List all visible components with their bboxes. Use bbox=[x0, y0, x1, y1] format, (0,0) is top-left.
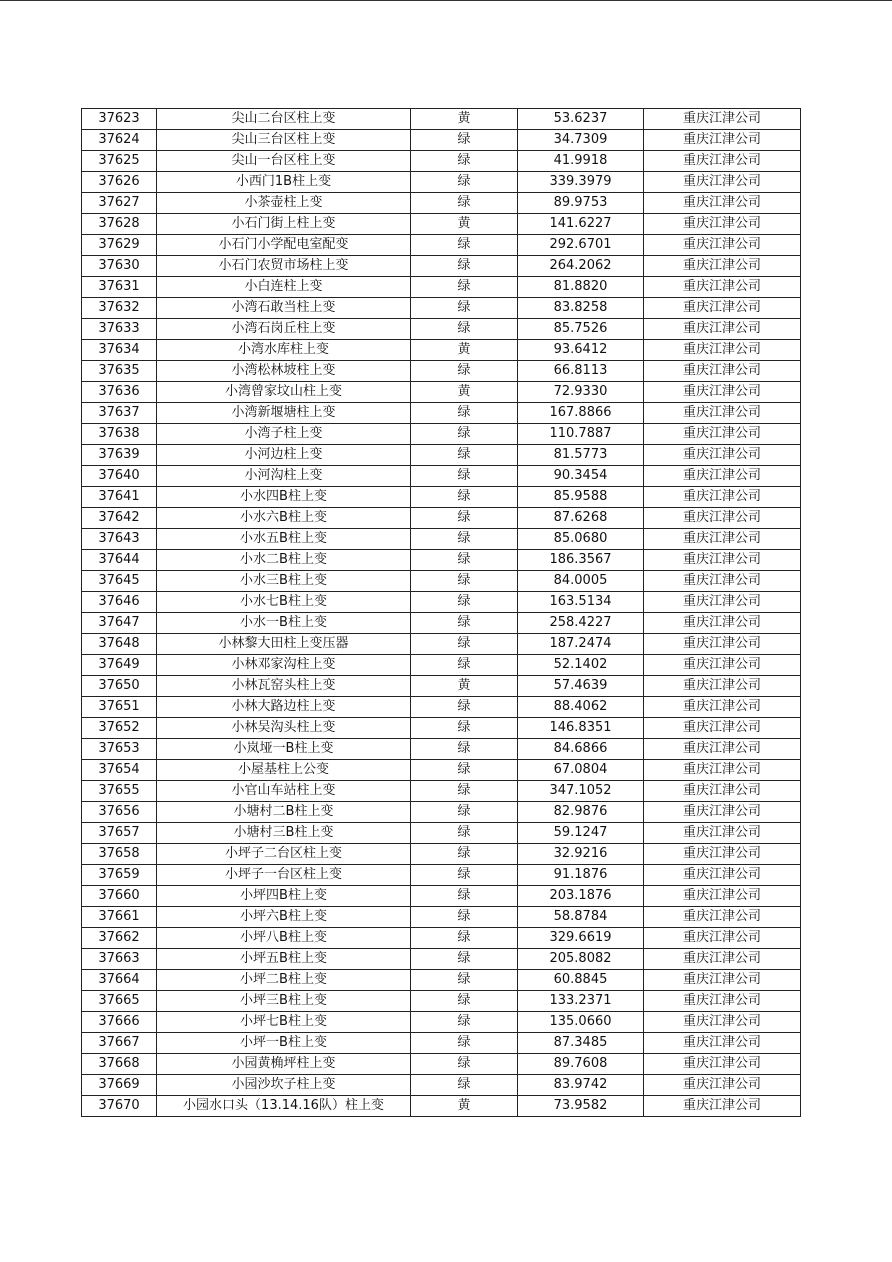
cell-value: 85.7526 bbox=[518, 319, 644, 340]
cell-id: 37652 bbox=[82, 718, 157, 739]
cell-name: 小水六B柱上变 bbox=[157, 508, 411, 529]
cell-company: 重庆江津公司 bbox=[644, 235, 801, 256]
cell-company: 重庆江津公司 bbox=[644, 130, 801, 151]
cell-name: 小湾曾家坟山柱上变 bbox=[157, 382, 411, 403]
cell-value: 264.2062 bbox=[518, 256, 644, 277]
cell-name: 小园水口头（13.14.16队）柱上变 bbox=[157, 1096, 411, 1117]
cell-id: 37640 bbox=[82, 466, 157, 487]
cell-id: 37657 bbox=[82, 823, 157, 844]
table-row bbox=[82, 739, 801, 760]
cell-company: 重庆江津公司 bbox=[644, 319, 801, 340]
cell-company: 重庆江津公司 bbox=[644, 193, 801, 214]
cell-name: 小水二B柱上变 bbox=[157, 550, 411, 571]
cell-company: 重庆江津公司 bbox=[644, 508, 801, 529]
cell-id: 37623 bbox=[82, 109, 157, 130]
table-row bbox=[82, 844, 801, 865]
cell-id: 37638 bbox=[82, 424, 157, 445]
cell-id: 37649 bbox=[82, 655, 157, 676]
cell-color-status: 绿 bbox=[411, 634, 518, 655]
cell-color-status: 绿 bbox=[411, 718, 518, 739]
cell-color-status: 绿 bbox=[411, 277, 518, 298]
cell-company: 重庆江津公司 bbox=[644, 949, 801, 970]
table-row bbox=[82, 802, 801, 823]
cell-color-status: 黄 bbox=[411, 340, 518, 361]
cell-company: 重庆江津公司 bbox=[644, 1096, 801, 1117]
cell-id: 37629 bbox=[82, 235, 157, 256]
cell-name: 小湾水库柱上变 bbox=[157, 340, 411, 361]
table-body bbox=[82, 109, 801, 1117]
table-row bbox=[82, 697, 801, 718]
table-row bbox=[82, 214, 801, 235]
cell-id: 37655 bbox=[82, 781, 157, 802]
cell-value: 60.8845 bbox=[518, 970, 644, 991]
table-row bbox=[82, 172, 801, 193]
cell-name: 小西门1B柱上变 bbox=[157, 172, 411, 193]
cell-name: 小坪子一台区柱上变 bbox=[157, 865, 411, 886]
cell-id: 37653 bbox=[82, 739, 157, 760]
cell-color-status: 绿 bbox=[411, 823, 518, 844]
cell-name: 尖山二台区柱上变 bbox=[157, 109, 411, 130]
cell-value: 67.0804 bbox=[518, 760, 644, 781]
cell-name: 尖山一台区柱上变 bbox=[157, 151, 411, 172]
cell-value: 93.6412 bbox=[518, 340, 644, 361]
table-row bbox=[82, 970, 801, 991]
table-row bbox=[82, 529, 801, 550]
cell-id: 37663 bbox=[82, 949, 157, 970]
cell-color-status: 黄 bbox=[411, 382, 518, 403]
cell-value: 87.6268 bbox=[518, 508, 644, 529]
cell-value: 83.9742 bbox=[518, 1075, 644, 1096]
cell-value: 87.3485 bbox=[518, 1033, 644, 1054]
cell-color-status: 绿 bbox=[411, 298, 518, 319]
cell-name: 小坪子二台区柱上变 bbox=[157, 844, 411, 865]
cell-name: 小坪一B柱上变 bbox=[157, 1033, 411, 1054]
cell-id: 37645 bbox=[82, 571, 157, 592]
table-row bbox=[82, 298, 801, 319]
cell-name: 小坪四B柱上变 bbox=[157, 886, 411, 907]
table-row bbox=[82, 109, 801, 130]
cell-value: 85.0680 bbox=[518, 529, 644, 550]
table-row bbox=[82, 823, 801, 844]
cell-value: 82.9876 bbox=[518, 802, 644, 823]
cell-id: 37627 bbox=[82, 193, 157, 214]
cell-name: 小水七B柱上变 bbox=[157, 592, 411, 613]
cell-company: 重庆江津公司 bbox=[644, 172, 801, 193]
cell-name: 小林黎大田柱上变压器 bbox=[157, 634, 411, 655]
cell-company: 重庆江津公司 bbox=[644, 697, 801, 718]
cell-color-status: 绿 bbox=[411, 802, 518, 823]
cell-company: 重庆江津公司 bbox=[644, 739, 801, 760]
cell-id: 37654 bbox=[82, 760, 157, 781]
cell-id: 37659 bbox=[82, 865, 157, 886]
cell-id: 37656 bbox=[82, 802, 157, 823]
cell-company: 重庆江津公司 bbox=[644, 298, 801, 319]
cell-value: 163.5134 bbox=[518, 592, 644, 613]
cell-color-status: 绿 bbox=[411, 235, 518, 256]
cell-color-status: 绿 bbox=[411, 949, 518, 970]
table-row bbox=[82, 1033, 801, 1054]
cell-name: 小茶壶柱上变 bbox=[157, 193, 411, 214]
cell-name: 小坪二B柱上变 bbox=[157, 970, 411, 991]
cell-name: 尖山三台区柱上变 bbox=[157, 130, 411, 151]
cell-color-status: 绿 bbox=[411, 424, 518, 445]
page-top-border bbox=[0, 0, 892, 1]
cell-color-status: 绿 bbox=[411, 697, 518, 718]
cell-company: 重庆江津公司 bbox=[644, 781, 801, 802]
cell-id: 37669 bbox=[82, 1075, 157, 1096]
cell-name: 小河边柱上变 bbox=[157, 445, 411, 466]
table-row bbox=[82, 676, 801, 697]
cell-id: 37644 bbox=[82, 550, 157, 571]
cell-color-status: 绿 bbox=[411, 172, 518, 193]
cell-name: 小白连柱上变 bbox=[157, 277, 411, 298]
cell-color-status: 绿 bbox=[411, 256, 518, 277]
cell-id: 37658 bbox=[82, 844, 157, 865]
cell-value: 187.2474 bbox=[518, 634, 644, 655]
table-row bbox=[82, 256, 801, 277]
cell-company: 重庆江津公司 bbox=[644, 445, 801, 466]
cell-color-status: 绿 bbox=[411, 529, 518, 550]
cell-value: 34.7309 bbox=[518, 130, 644, 151]
cell-value: 258.4227 bbox=[518, 613, 644, 634]
cell-name: 小坪六B柱上变 bbox=[157, 907, 411, 928]
table-row bbox=[82, 592, 801, 613]
cell-id: 37668 bbox=[82, 1054, 157, 1075]
cell-name: 小湾新堰塘柱上变 bbox=[157, 403, 411, 424]
cell-company: 重庆江津公司 bbox=[644, 823, 801, 844]
table-row bbox=[82, 151, 801, 172]
cell-name: 小水一B柱上变 bbox=[157, 613, 411, 634]
cell-company: 重庆江津公司 bbox=[644, 550, 801, 571]
cell-value: 205.8082 bbox=[518, 949, 644, 970]
cell-id: 37632 bbox=[82, 298, 157, 319]
cell-value: 167.8866 bbox=[518, 403, 644, 424]
table-row bbox=[82, 1054, 801, 1075]
cell-color-status: 绿 bbox=[411, 319, 518, 340]
cell-color-status: 黄 bbox=[411, 1096, 518, 1117]
cell-id: 37636 bbox=[82, 382, 157, 403]
table-row bbox=[82, 907, 801, 928]
cell-id: 37651 bbox=[82, 697, 157, 718]
cell-company: 重庆江津公司 bbox=[644, 1033, 801, 1054]
cell-company: 重庆江津公司 bbox=[644, 718, 801, 739]
cell-color-status: 绿 bbox=[411, 508, 518, 529]
cell-value: 203.1876 bbox=[518, 886, 644, 907]
cell-name: 小官山车站柱上变 bbox=[157, 781, 411, 802]
cell-id: 37630 bbox=[82, 256, 157, 277]
cell-name: 小坪八B柱上变 bbox=[157, 928, 411, 949]
cell-name: 小湾子柱上变 bbox=[157, 424, 411, 445]
cell-color-status: 绿 bbox=[411, 130, 518, 151]
cell-id: 37650 bbox=[82, 676, 157, 697]
cell-name: 小水五B柱上变 bbox=[157, 529, 411, 550]
cell-company: 重庆江津公司 bbox=[644, 256, 801, 277]
cell-id: 37667 bbox=[82, 1033, 157, 1054]
cell-name: 小坪七B柱上变 bbox=[157, 1012, 411, 1033]
cell-name: 小园黄桷坪柱上变 bbox=[157, 1054, 411, 1075]
cell-color-status: 绿 bbox=[411, 991, 518, 1012]
cell-value: 141.6227 bbox=[518, 214, 644, 235]
cell-name: 小石门小学配电室配变 bbox=[157, 235, 411, 256]
cell-value: 89.7608 bbox=[518, 1054, 644, 1075]
table-row bbox=[82, 655, 801, 676]
cell-id: 37625 bbox=[82, 151, 157, 172]
cell-id: 37628 bbox=[82, 214, 157, 235]
cell-color-status: 绿 bbox=[411, 844, 518, 865]
cell-id: 37637 bbox=[82, 403, 157, 424]
cell-color-status: 绿 bbox=[411, 487, 518, 508]
cell-color-status: 绿 bbox=[411, 151, 518, 172]
cell-value: 110.7887 bbox=[518, 424, 644, 445]
cell-company: 重庆江津公司 bbox=[644, 928, 801, 949]
cell-company: 重庆江津公司 bbox=[644, 634, 801, 655]
cell-value: 81.5773 bbox=[518, 445, 644, 466]
cell-color-status: 绿 bbox=[411, 445, 518, 466]
cell-company: 重庆江津公司 bbox=[644, 970, 801, 991]
cell-color-status: 绿 bbox=[411, 970, 518, 991]
cell-name: 小塘村二B柱上变 bbox=[157, 802, 411, 823]
table-row bbox=[82, 487, 801, 508]
cell-company: 重庆江津公司 bbox=[644, 529, 801, 550]
table-row bbox=[82, 466, 801, 487]
cell-color-status: 绿 bbox=[411, 1054, 518, 1075]
cell-name: 小水三B柱上变 bbox=[157, 571, 411, 592]
cell-id: 37665 bbox=[82, 991, 157, 1012]
cell-value: 53.6237 bbox=[518, 109, 644, 130]
cell-name: 小林吴沟头柱上变 bbox=[157, 718, 411, 739]
cell-company: 重庆江津公司 bbox=[644, 382, 801, 403]
cell-name: 小石门街上柱上变 bbox=[157, 214, 411, 235]
cell-company: 重庆江津公司 bbox=[644, 403, 801, 424]
cell-value: 146.8351 bbox=[518, 718, 644, 739]
cell-name: 小湾石敢当柱上变 bbox=[157, 298, 411, 319]
table-row bbox=[82, 361, 801, 382]
cell-company: 重庆江津公司 bbox=[644, 865, 801, 886]
table-row bbox=[82, 718, 801, 739]
cell-id: 37664 bbox=[82, 970, 157, 991]
cell-company: 重庆江津公司 bbox=[644, 760, 801, 781]
cell-id: 37626 bbox=[82, 172, 157, 193]
cell-color-status: 绿 bbox=[411, 655, 518, 676]
table-row bbox=[82, 991, 801, 1012]
cell-value: 339.3979 bbox=[518, 172, 644, 193]
cell-value: 329.6619 bbox=[518, 928, 644, 949]
cell-id: 37639 bbox=[82, 445, 157, 466]
table-row bbox=[82, 277, 801, 298]
cell-color-status: 绿 bbox=[411, 193, 518, 214]
table-row bbox=[82, 886, 801, 907]
table-row bbox=[82, 865, 801, 886]
cell-company: 重庆江津公司 bbox=[644, 277, 801, 298]
cell-id: 37634 bbox=[82, 340, 157, 361]
table-row bbox=[82, 235, 801, 256]
cell-color-status: 黄 bbox=[411, 676, 518, 697]
cell-id: 37647 bbox=[82, 613, 157, 634]
cell-company: 重庆江津公司 bbox=[644, 907, 801, 928]
cell-id: 37661 bbox=[82, 907, 157, 928]
cell-value: 135.0660 bbox=[518, 1012, 644, 1033]
table-row bbox=[82, 340, 801, 361]
cell-value: 84.0005 bbox=[518, 571, 644, 592]
cell-company: 重庆江津公司 bbox=[644, 1054, 801, 1075]
table-row bbox=[82, 319, 801, 340]
cell-company: 重庆江津公司 bbox=[644, 1012, 801, 1033]
table-row bbox=[82, 1075, 801, 1096]
cell-value: 73.9582 bbox=[518, 1096, 644, 1117]
table-row bbox=[82, 130, 801, 151]
cell-value: 32.9216 bbox=[518, 844, 644, 865]
table-row bbox=[82, 193, 801, 214]
cell-name: 小石门农贸市场柱上变 bbox=[157, 256, 411, 277]
cell-company: 重庆江津公司 bbox=[644, 802, 801, 823]
table-row bbox=[82, 781, 801, 802]
cell-company: 重庆江津公司 bbox=[644, 592, 801, 613]
cell-id: 37642 bbox=[82, 508, 157, 529]
cell-name: 小湾石岗丘柱上变 bbox=[157, 319, 411, 340]
cell-color-status: 绿 bbox=[411, 403, 518, 424]
cell-color-status: 黄 bbox=[411, 214, 518, 235]
table-row bbox=[82, 634, 801, 655]
cell-id: 37631 bbox=[82, 277, 157, 298]
cell-id: 37643 bbox=[82, 529, 157, 550]
table-row bbox=[82, 949, 801, 970]
cell-id: 37648 bbox=[82, 634, 157, 655]
cell-value: 186.3567 bbox=[518, 550, 644, 571]
cell-color-status: 绿 bbox=[411, 592, 518, 613]
cell-value: 85.9588 bbox=[518, 487, 644, 508]
table-row bbox=[82, 424, 801, 445]
table-row bbox=[82, 550, 801, 571]
cell-name: 小林邓家沟柱上变 bbox=[157, 655, 411, 676]
table-row bbox=[82, 1012, 801, 1033]
cell-company: 重庆江津公司 bbox=[644, 1075, 801, 1096]
cell-company: 重庆江津公司 bbox=[644, 655, 801, 676]
cell-value: 66.8113 bbox=[518, 361, 644, 382]
cell-id: 37662 bbox=[82, 928, 157, 949]
cell-name: 小屋基柱上公变 bbox=[157, 760, 411, 781]
cell-color-status: 绿 bbox=[411, 1012, 518, 1033]
cell-color-status: 黄 bbox=[411, 109, 518, 130]
cell-id: 37633 bbox=[82, 319, 157, 340]
table-row bbox=[82, 1096, 801, 1117]
cell-name: 小塘村三B柱上变 bbox=[157, 823, 411, 844]
cell-name: 小岚垭一B柱上变 bbox=[157, 739, 411, 760]
cell-color-status: 绿 bbox=[411, 886, 518, 907]
cell-company: 重庆江津公司 bbox=[644, 424, 801, 445]
cell-company: 重庆江津公司 bbox=[644, 487, 801, 508]
cell-value: 72.9330 bbox=[518, 382, 644, 403]
cell-value: 133.2371 bbox=[518, 991, 644, 1012]
cell-value: 90.3454 bbox=[518, 466, 644, 487]
cell-value: 83.8258 bbox=[518, 298, 644, 319]
cell-value: 292.6701 bbox=[518, 235, 644, 256]
cell-name: 小坪五B柱上变 bbox=[157, 949, 411, 970]
cell-value: 88.4062 bbox=[518, 697, 644, 718]
cell-id: 37660 bbox=[82, 886, 157, 907]
table-row bbox=[82, 928, 801, 949]
cell-value: 347.1052 bbox=[518, 781, 644, 802]
table-row bbox=[82, 760, 801, 781]
cell-value: 81.8820 bbox=[518, 277, 644, 298]
cell-company: 重庆江津公司 bbox=[644, 466, 801, 487]
table-row bbox=[82, 445, 801, 466]
cell-color-status: 绿 bbox=[411, 571, 518, 592]
cell-value: 89.9753 bbox=[518, 193, 644, 214]
data-table bbox=[81, 108, 801, 1117]
cell-color-status: 绿 bbox=[411, 1075, 518, 1096]
cell-name: 小园沙坎子柱上变 bbox=[157, 1075, 411, 1096]
cell-company: 重庆江津公司 bbox=[644, 214, 801, 235]
table-row bbox=[82, 382, 801, 403]
cell-company: 重庆江津公司 bbox=[644, 571, 801, 592]
cell-value: 57.4639 bbox=[518, 676, 644, 697]
cell-id: 37670 bbox=[82, 1096, 157, 1117]
cell-company: 重庆江津公司 bbox=[644, 991, 801, 1012]
cell-value: 84.6866 bbox=[518, 739, 644, 760]
cell-color-status: 绿 bbox=[411, 1033, 518, 1054]
cell-name: 小河沟柱上变 bbox=[157, 466, 411, 487]
cell-company: 重庆江津公司 bbox=[644, 886, 801, 907]
cell-id: 37624 bbox=[82, 130, 157, 151]
cell-company: 重庆江津公司 bbox=[644, 844, 801, 865]
cell-color-status: 绿 bbox=[411, 865, 518, 886]
cell-name: 小湾松林坡柱上变 bbox=[157, 361, 411, 382]
cell-color-status: 绿 bbox=[411, 466, 518, 487]
cell-company: 重庆江津公司 bbox=[644, 676, 801, 697]
cell-name: 小林瓦窑头柱上变 bbox=[157, 676, 411, 697]
cell-id: 37635 bbox=[82, 361, 157, 382]
cell-color-status: 绿 bbox=[411, 613, 518, 634]
cell-color-status: 绿 bbox=[411, 361, 518, 382]
table-row bbox=[82, 508, 801, 529]
cell-id: 37646 bbox=[82, 592, 157, 613]
cell-color-status: 绿 bbox=[411, 907, 518, 928]
cell-value: 41.9918 bbox=[518, 151, 644, 172]
cell-company: 重庆江津公司 bbox=[644, 340, 801, 361]
cell-color-status: 绿 bbox=[411, 781, 518, 802]
cell-name: 小坪三B柱上变 bbox=[157, 991, 411, 1012]
table-row bbox=[82, 613, 801, 634]
table-row bbox=[82, 571, 801, 592]
cell-company: 重庆江津公司 bbox=[644, 361, 801, 382]
cell-value: 91.1876 bbox=[518, 865, 644, 886]
cell-name: 小林大路边柱上变 bbox=[157, 697, 411, 718]
cell-value: 52.1402 bbox=[518, 655, 644, 676]
cell-color-status: 绿 bbox=[411, 928, 518, 949]
cell-value: 59.1247 bbox=[518, 823, 644, 844]
cell-color-status: 绿 bbox=[411, 550, 518, 571]
cell-value: 58.8784 bbox=[518, 907, 644, 928]
cell-color-status: 绿 bbox=[411, 739, 518, 760]
cell-company: 重庆江津公司 bbox=[644, 151, 801, 172]
cell-id: 37666 bbox=[82, 1012, 157, 1033]
cell-color-status: 绿 bbox=[411, 760, 518, 781]
cell-id: 37641 bbox=[82, 487, 157, 508]
cell-name: 小水四B柱上变 bbox=[157, 487, 411, 508]
cell-company: 重庆江津公司 bbox=[644, 613, 801, 634]
cell-company: 重庆江津公司 bbox=[644, 109, 801, 130]
table-row bbox=[82, 403, 801, 424]
